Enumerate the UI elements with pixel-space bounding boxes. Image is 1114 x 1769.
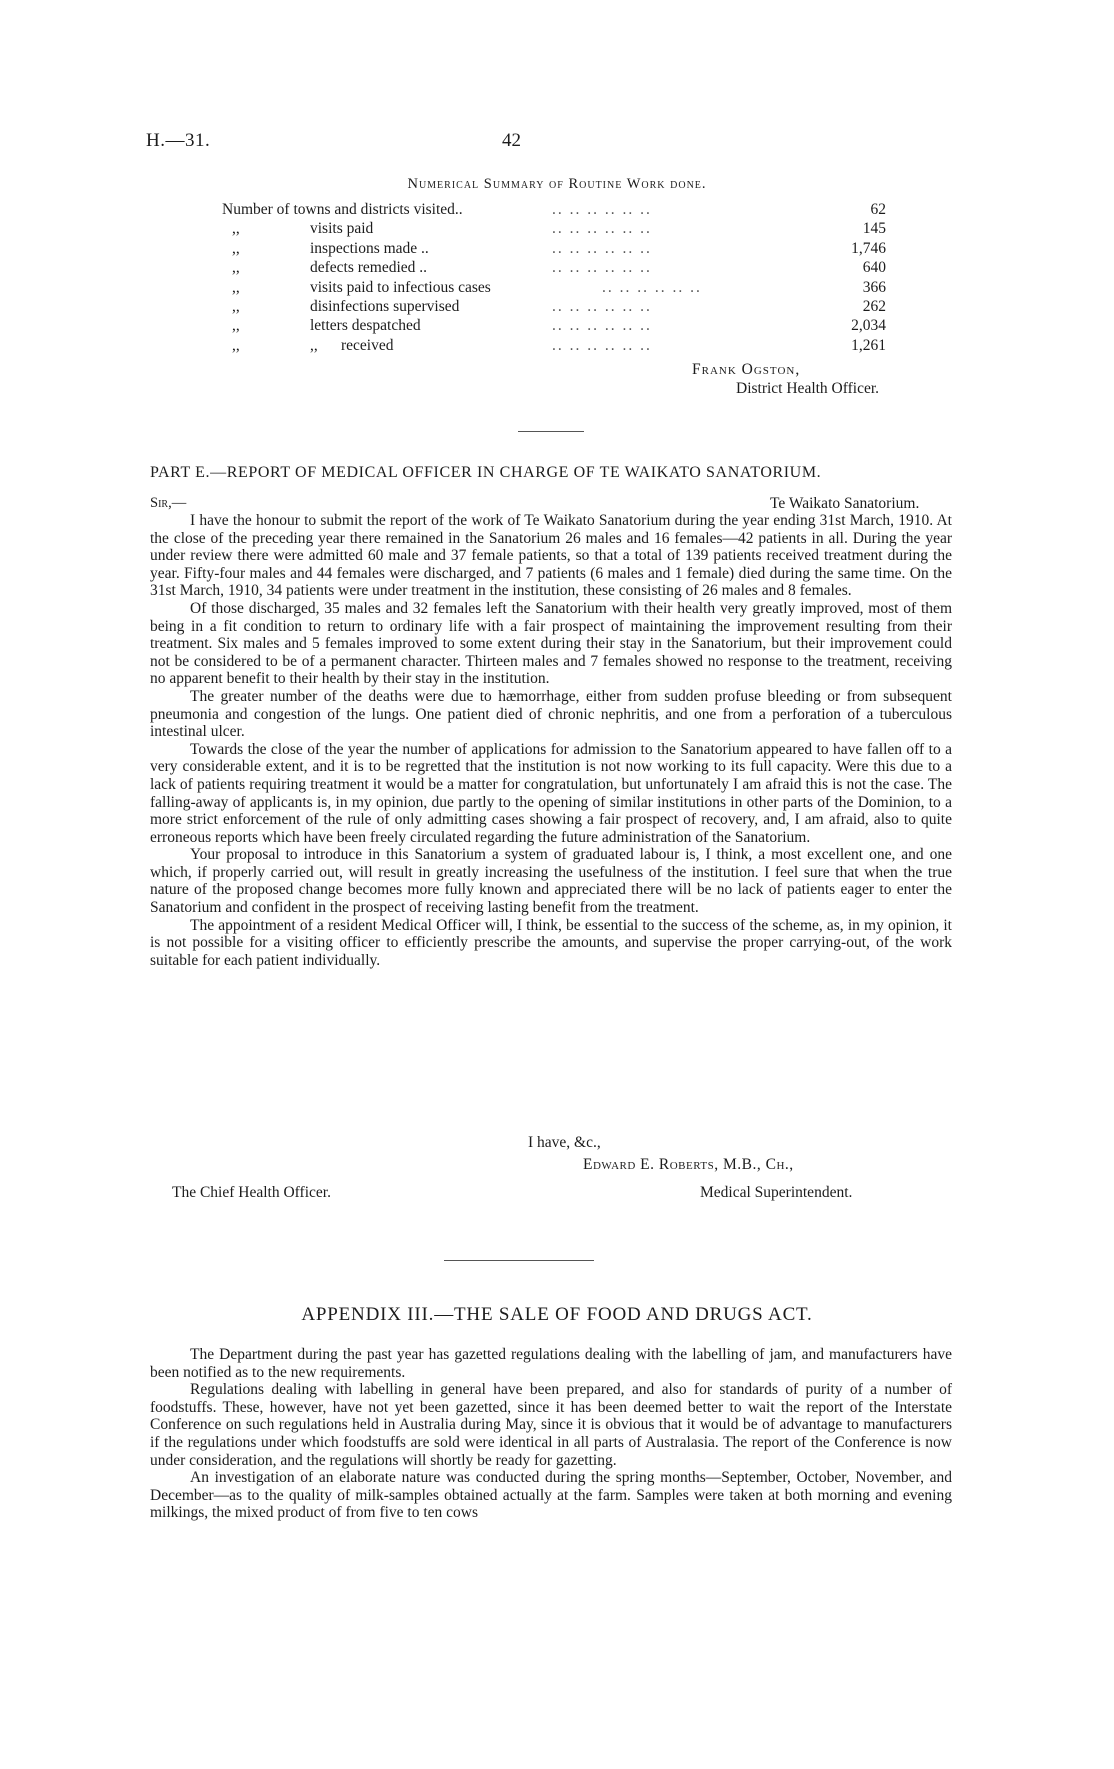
appendix-heading: APPENDIX III.—THE SALE OF FOOD AND DRUGS ACT. [301,1304,813,1325]
leader-dots: .. .. .. .. .. .. [602,278,702,296]
letter-place: Te Waikato Sanatorium. [770,495,920,512]
summary-row-label: visits paid to infectious cases [310,278,491,296]
summary-row-label: inspections made .. [310,239,429,257]
leader-dots: .. .. .. .. .. .. [552,201,652,218]
leader-dots: .. .. .. .. .. .. [552,259,652,277]
summary-row-label: ,, received [310,336,394,354]
summary-row [222,336,886,355]
ditto-mark: ,, [232,297,240,315]
paragraph: Regulations dealing with labelling in general have been prepared, and also for standards of purity of a number of foodstuffs. These, however, have not yet been gazetted, since it has been deemed better to wait the report of the Interstate Conference on such regulations held in Australia during May, since it is obvious that it would be of advantage to manufacturers if the regulations under which foodstuffs are sold were identical in all parts of Australasia. The report of the Conference is now under consideration, and the regulations will shortly be ready for gazetting. [150,1381,952,1469]
summary-title: Numerical Summary of Routine Work done. [407,176,707,192]
summary-row-label: disinfections supervised [310,297,460,315]
summary-row-value: 62 [870,201,886,218]
page-number: 42 [502,130,521,151]
paragraph: The Department during the past year has gazetted regulations dealing with the labelling of jam, and manufacturers have been notified as to the new requirements. [150,1346,952,1381]
signatory-title: Medical Superintendent. [700,1184,853,1201]
leader-dots: .. .. .. .. .. .. [552,336,652,354]
leader-dots: .. .. .. .. .. .. [552,239,652,257]
leader-dots: .. .. .. .. .. .. [552,317,652,335]
leader-dots: .. .. .. .. .. .. [552,297,652,315]
summary-table [222,200,886,355]
appendix-body [150,1346,952,1522]
summary-row [222,316,886,335]
summary-row-label: letters despatched [310,317,421,335]
ditto-mark: ,, [232,259,240,277]
document-code: H.—31. [146,130,211,151]
paragraph: The greater number of the deaths were due to hæmorrhage, either from sudden profuse bleeding or from subsequent pneumonia and congestion of the lungs. One patient died of chronic nephritis, and one from a perforation of a tuberculous intestinal ulcer. [150,687,952,741]
signature-name: Edward E. Roberts, M.B., Ch., [583,1156,794,1173]
paragraph: I have the honour to submit the report of the work of Te Waikato Sanatorium during the year ending 31st March, 1910. At the close of the preceding year there remained in the Sanatorium 26 males and 16 females—42 patients in all. During the year under review there were admitted 60 male and 37 female patients, so that a total of 139 patients received treatment during the year. Fifty-four males and 44 females were discharged, and 7 patients (6 males and 1 female) died during the same time. On the 31st March, 1910, 34 patients were under treatment in the institution, these consisting of 26 males and 8 females. [150,512,952,600]
summary-row-value: 1,746 [851,239,886,257]
paragraph: Towards the close of the year the number of applications for admission to the Sanatorium appeared to have fallen off to a very considerable extent, and it is to be regretted that the institution is not now working to its full capacity. Were this due to a lack of patients requiring treatment it would be a matter for congratulation, but unfortunately I am afraid this is not the case. The falling-away of applicants is, in my opinion, due partly to the opening of similar institutions in other parts of the Dominion, to a more strict enforcement of the rule of only admitting cases showing a fair prospect of recovery, and, I am afraid, also to quite erroneous reports which have been freely circulated regarding the future administration of the Sanatorium. [150,740,952,846]
summary-row [222,200,886,219]
paragraph: An investigation of an elaborate nature was conducted during the spring months—September, October, November, and December—as to the quality of milk-samples obtained actually at the farm. Samples were taken at both morning and evening milkings, the mixed product of from five to ten cows [150,1469,952,1522]
closing: I have, &c., [528,1134,601,1151]
summary-row-value: 1,261 [851,336,886,354]
ditto-mark: ,, [232,278,240,296]
summary-row-label: defects remedied .. [310,259,428,277]
summary-row-value: 640 [862,259,886,277]
signature-name: Frank Ogston, [692,361,801,378]
summary-row-value: 366 [862,278,886,296]
signature-title: District Health Officer. [736,380,880,397]
paragraph: The appointment of a resident Medical Officer will, I think, be essential to the success of the scheme, as, in my opinion, it is not possible for a visiting officer to efficiently prescribe the amounts, and supervise the proper carrying-out, of the work suitable for each patient individually. [150,916,952,969]
leader-dots: .. .. .. .. .. .. [552,220,652,238]
summary-row-label: Number of towns and districts visited.. [222,201,463,218]
summary-row [222,278,886,297]
salutation: Sir,— [150,495,187,511]
ditto-mark: ,, [232,239,240,257]
report-body [150,512,952,969]
summary-row-value: 262 [862,297,886,315]
summary-row-value: 145 [862,220,886,238]
paragraph: Your proposal to introduce in this Sanatorium a system of graduated labour is, I think, a most excellent one, and one which, if properly carried out, will result in greatly increasing the usefulness of the institution. I feel sure that when the true nature of the proposed change becomes more fully known and appreciated there will be no lack of patients eager to enter the Sanatorium and confident in the prospect of receiving lasting benefit from the treatment. [150,846,952,917]
summary-row [222,219,886,238]
addressee: The Chief Health Officer. [172,1184,331,1201]
ditto-mark: ,, [232,336,240,354]
summary-row [222,239,886,258]
summary-row [222,297,886,316]
ditto-mark: ,, [232,317,240,335]
paragraph: Of those discharged, 35 males and 32 females left the Sanatorium with their health very greatly improved, most of them being in a fit condition to return to ordinary life with a fair prospect of maintaining the improvement resulting from their treatment. Six males and 5 females improved to some extent during their stay in the Sanatorium, but their improvement could not be considered to be of a permanent character. Thirteen males and 7 females showed no response to the treatment, receiving no apparent benefit to their health by their stay in the institution. [150,599,952,688]
summary-row [222,258,886,277]
ditto-mark: ,, [232,220,240,238]
section-divider [518,431,584,432]
part-e-heading: PART E.—REPORT OF MEDICAL OFFICER IN CHARGE OF TE WAIKATO SANATORIUM. [150,464,822,481]
summary-row-value: 2,034 [851,317,886,335]
section-divider [444,1260,594,1261]
summary-row-label: visits paid [310,220,374,238]
